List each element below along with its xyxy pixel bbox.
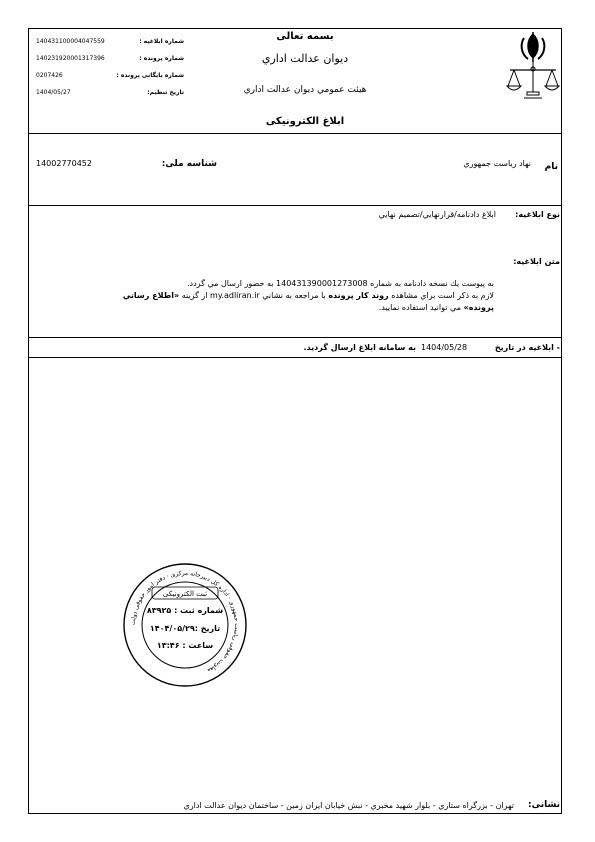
archive-number-value: 0207426 xyxy=(36,72,63,79)
delivery-suffix: به سامانه ابلاغ ارسال گرديد. xyxy=(303,343,416,352)
document-frame xyxy=(28,28,562,814)
name-label: نام xyxy=(544,162,558,172)
national-id-value: 14002770452 xyxy=(36,159,92,168)
notice-line-3-text: مي توانيد استفاده نماييد. xyxy=(378,303,461,312)
notice-line-3-bold: پرونده» xyxy=(463,303,494,312)
notice-number-label: شماره ابلاغیه : xyxy=(139,38,184,45)
basmala: بسمه تعالی xyxy=(276,31,334,42)
issue-date-label: تاریخ تنظیم: xyxy=(147,89,184,96)
notice-line-2-bold2: «اطلاع رساني xyxy=(122,291,180,300)
registration-stamp xyxy=(122,562,248,688)
notice-line-3 xyxy=(180,304,494,312)
name-value: نهاد رياست جمهوري xyxy=(463,159,531,168)
address-value: تهران - بزرگراه ستاري - بلوار شهيد مخبري - نبش خيابان ايران زمين - ساختمان ديوان عدالت اداري xyxy=(183,801,514,810)
case-number-label: شماره پرونده : xyxy=(139,55,184,62)
stamp-reg-no: شماره ثبت : ۸۳۹۲۵ xyxy=(146,606,224,615)
national-emblem-icon xyxy=(506,32,560,102)
notice-type-value: ابلاغ دادنامه/قرارنهايي/تصميم نهايي xyxy=(378,210,496,219)
divider-notice xyxy=(28,337,562,338)
national-id-label: شناسه ملی: xyxy=(161,159,217,169)
stamp-date: تاریخ :۱۴۰۴/۰۵/۲۹ xyxy=(149,624,221,633)
notice-line-2-bold: روند كار پرونده xyxy=(328,291,389,300)
address-label: نشانی: xyxy=(527,800,560,810)
case-number-value: 140231920001317396 xyxy=(36,55,105,62)
stamp-ring-text: معاونت حقوقی ریاست جمهوری · اداره کل دبیرخانه مرکزی · دفتر امور حقوقی دولت xyxy=(129,569,241,675)
stamp-time: ساعت : ۱۳:۴۶ xyxy=(156,641,214,650)
divider-title xyxy=(28,133,562,134)
notice-line-2-a: لازم به ذكر است براي مشاهده xyxy=(391,291,494,300)
issue-date-value: 1404/05/27 xyxy=(36,89,71,96)
notice-line-2-b: با مراجعه به نشاني my.adliran.ir از گزينه xyxy=(181,291,326,300)
notice-line-1: به پيوست يك نسخه دادنامه به شماره 140431390001273008 به حضور ارسال مي گردد. xyxy=(187,279,494,288)
board-name: هيئت عمومي ديوان عدالت اداري xyxy=(243,85,367,95)
stamp-title: ثبت الكترونيكی xyxy=(162,590,208,598)
notice-number-value: 140431100004047559 xyxy=(36,38,105,45)
divider-party xyxy=(28,205,562,206)
divider-delivery xyxy=(28,357,562,358)
notice-text-label: متن ابلاغیه: xyxy=(513,257,560,266)
delivery-label: - ابلاغیه در تاریخ xyxy=(494,343,560,352)
archive-number-label: شماره بایگانی پرونده : xyxy=(116,72,184,79)
notice-type-label: نوع ابلاغیه: xyxy=(515,210,560,219)
notice-line-2 xyxy=(56,292,494,300)
doc-title: ابلاغ الكترونيكی xyxy=(265,116,345,127)
court-name: ديوان عدالت اداري xyxy=(261,52,349,65)
delivery-date: 1404/05/28 xyxy=(421,343,468,352)
